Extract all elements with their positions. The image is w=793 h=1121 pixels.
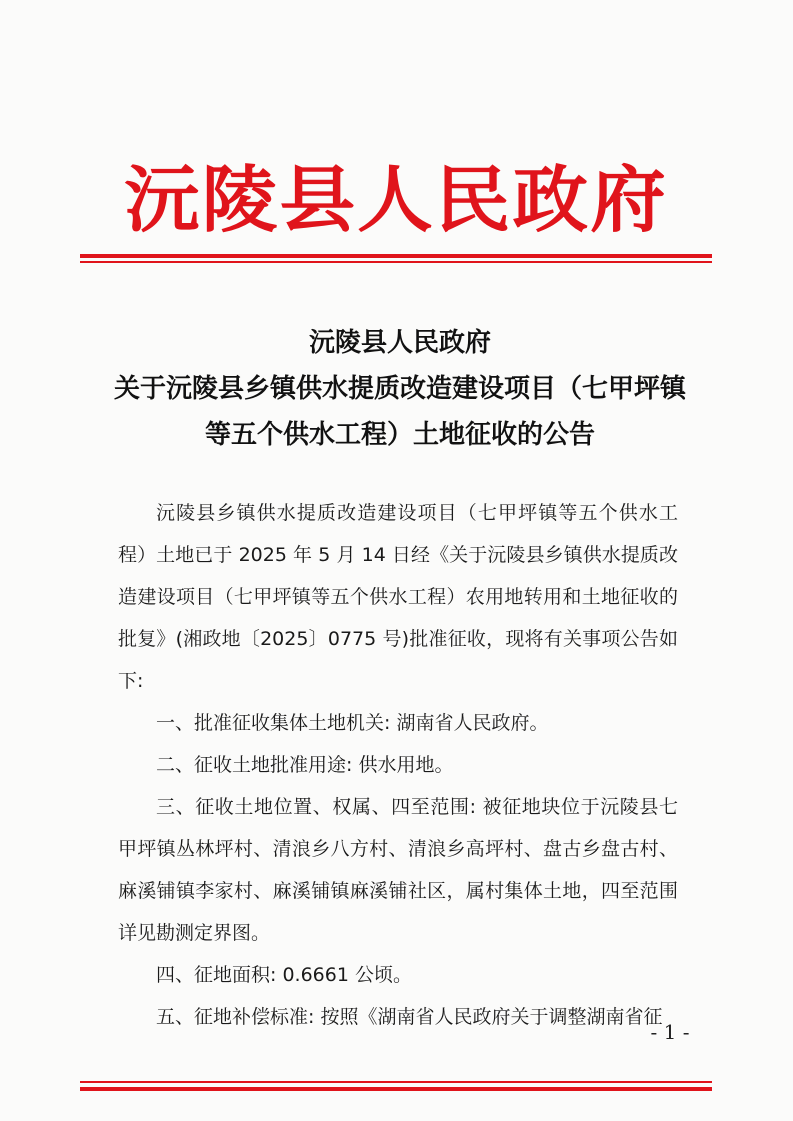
footer-rule-thin — [80, 1081, 712, 1083]
paragraph-item-5: 五、征地补偿标准: 按照《湖南省人民政府关于调整湖南省征 — [156, 1006, 663, 1028]
title-line-1: 沅陵县人民政府 — [308, 328, 491, 358]
footer-rule-thick — [80, 1087, 712, 1091]
paragraph-item-3: 三、征收土地位置、权属、四至范围: 被征地块位于沅陵县七甲坪镇丛林坪村、清浪乡八方村、清浪乡高坪村、盘古乡盘古村、麻溪铺镇李家村、麻溪铺镇麻溪铺社区，属村集体土地，四至范围详见勘测定界图。 — [118, 796, 678, 944]
paragraph-item-4: 四、征地面积: 0.6661 公顷。 — [156, 964, 412, 986]
masthead-rule-thin — [80, 261, 712, 263]
paragraph-item-2: 二、征收土地批准用途: 供水用地。 — [156, 754, 454, 776]
paragraph-item-1: 一、批准征收集体土地机关: 湖南省人民政府。 — [156, 712, 549, 734]
document-title — [100, 320, 700, 458]
masthead-title: 沅陵县人民政府 — [124, 157, 668, 242]
masthead-rule-thick — [80, 254, 712, 258]
title-line-3: 等五个供水工程）土地征收的公告 — [204, 420, 595, 450]
masthead — [80, 150, 712, 260]
page-number: - 1 - — [650, 1020, 690, 1044]
title-line-2: 关于沅陵县乡镇供水提质改造建设项目（七甲坪镇 — [113, 374, 686, 404]
document-body — [118, 492, 678, 1038]
paragraph-intro: 沅陵县乡镇供水提质改造建设项目（七甲坪镇等五个供水工程）土地已于 2025 年 5 月 14 日经《关于沅陵县乡镇供水提质改造建设项目（七甲坪镇等五个供水工程）农用地转用和土地征收的批复》(湘政地〔2025〕0775 号)批准征收，现将有关事项公告如下: — [118, 502, 678, 692]
